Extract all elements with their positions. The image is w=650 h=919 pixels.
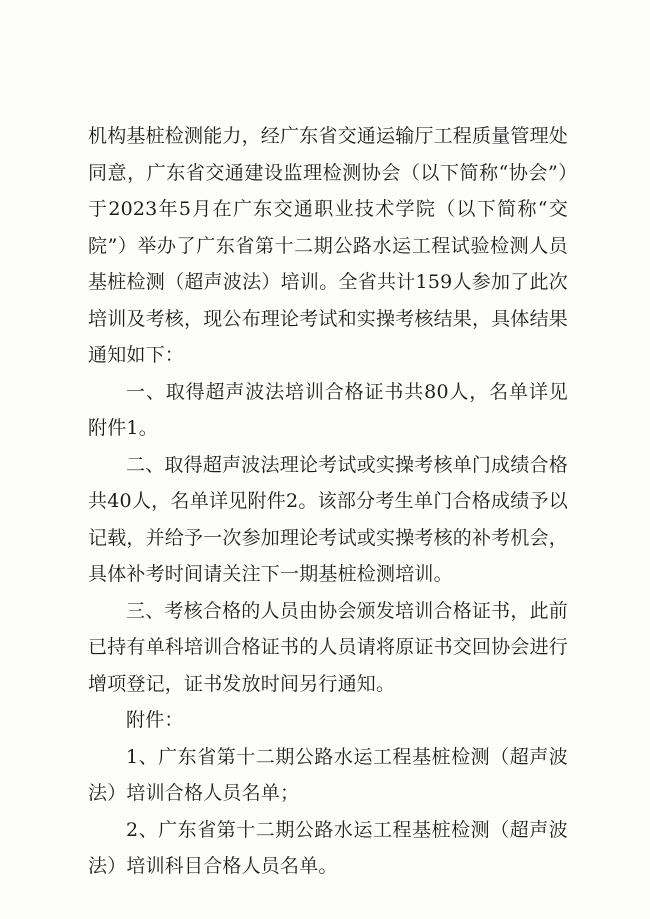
paragraph-intro: 机构基桩检测能力，经广东省交通运输厅工程质量管理处同意，广东省交通建设监理检测协会（以下简称“协会”）于2023年5月在广东交通职业技术学院（以下简称“交院”）举办了广东省第十二期公路水运工程试验检测人员基桩检测（超声波法）培训。全省共计159人参加了此次培训及考核，现公布理论考试和实操考核结果，具体结果通知如下： <box>88 125 569 366</box>
document-body <box>88 118 568 885</box>
attachment-2: 2、广东省第十二期公路水运工程基桩检测（超声波法）培训科目合格人员名单。 <box>88 818 568 877</box>
attachments-heading: 附件： <box>126 709 184 731</box>
paragraph-item-3: 三、考核合格的人员由协会颁发培训合格证书，此前已持有单科培训合格证书的人员请将原证书交回协会进行增项登记，证书发放时间另行通知。 <box>88 599 569 695</box>
paragraph-item-1: 一、取得超声波法培训合格证书共80人，名单详见附件1。 <box>88 380 568 439</box>
attachment-1: 1、广东省第十二期公路水运工程基桩检测（超声波法）培训合格人员名单； <box>88 745 568 804</box>
paragraph-item-2: 二、取得超声波法理论考试或实操考核单门成绩合格共40人，名单详见附件2。该部分考生单门合格成绩予以记载，并给予一次参加理论考试或实操考核的补考机会，具体补考时间请关注下一期基桩检测培训。 <box>88 453 569 585</box>
